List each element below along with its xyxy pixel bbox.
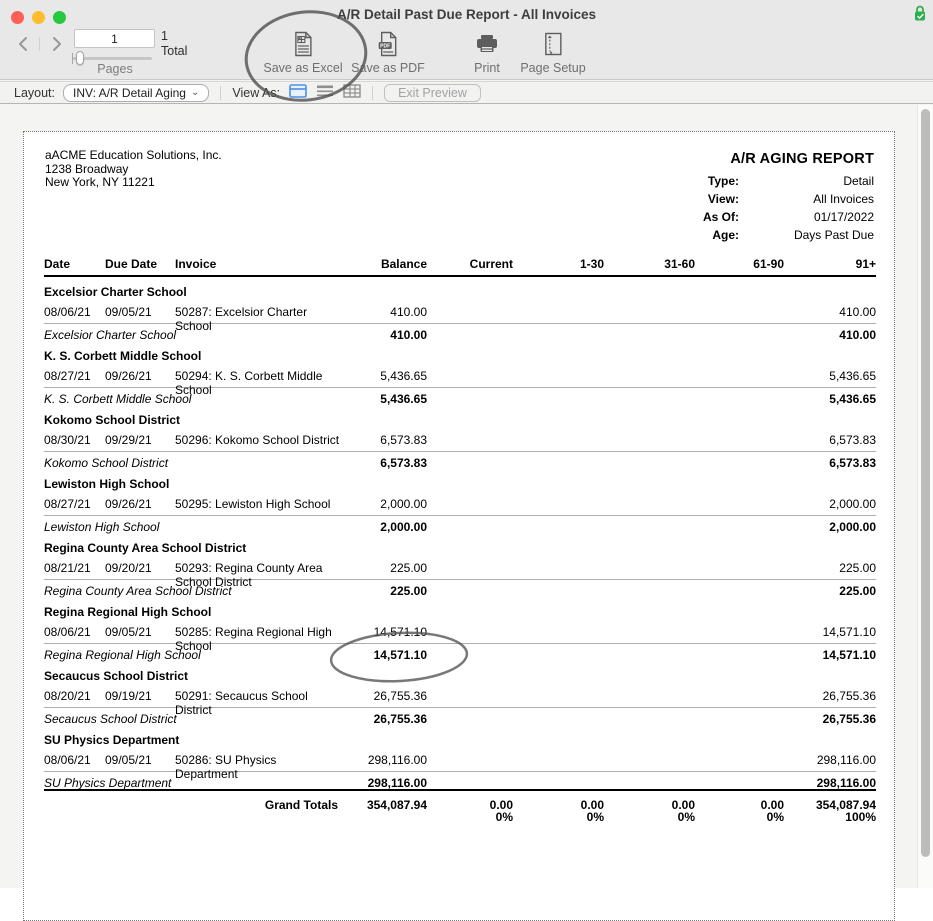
grand-total-current: 0.00 [489,798,513,812]
secure-connection-lock-icon[interactable] [913,4,927,22]
scrollbar-thumb[interactable] [921,109,930,857]
subtotal-name: K. S. Corbett Middle School [44,392,192,406]
subtotal-name: Kokomo School District [44,456,169,470]
divider [372,86,373,100]
meta-label: Type: [707,174,739,188]
column-header-61-90: 61-90 [753,257,784,271]
cell-date: 08/06/21 [44,753,91,767]
grand-total-91-plus: 354,087.94 [815,798,876,812]
meta-value: Detail [843,174,874,188]
subtotal-row [44,452,876,469]
grand-total-61-90-pct: 0% [766,810,784,824]
cell-date: 08/27/21 [44,369,91,383]
company-name: aACME Education Solutions, Inc. [45,148,222,162]
layout-selector-value: INV: A/R Detail Aging [73,85,186,100]
layout-label: Layout: [14,85,56,100]
subtotal-balance: 298,116.00 [367,776,427,790]
list-view-button[interactable] [316,84,334,101]
subtotal-91-plus: 26,755.36 [822,712,876,726]
subtotal-91-plus: 225.00 [839,584,876,598]
cell-invoice: 50285: Regina Regional High School [175,625,332,653]
cell-due-date: 09/26/21 [105,369,152,383]
save-as-pdf-label: Save as PDF [351,61,425,75]
table-header-row [44,257,876,277]
cell-date: 08/21/21 [44,561,91,575]
cell-91-plus: 298,116.00 [816,753,876,767]
cell-balance: 26,755.36 [373,689,427,703]
cell-balance: 410.00 [390,305,427,319]
cell-invoice: 50294: K. S. Corbett Middle School [175,369,323,397]
grand-total-31-60-pct: 0% [677,810,695,824]
slider-track[interactable] [72,57,152,60]
column-header-1-30: 1-30 [579,257,604,271]
customer-section [44,413,876,469]
cell-due-date: 09/05/21 [105,625,152,639]
total-pages-count: 1 [161,29,168,43]
save-as-excel-label: Save as Excel [263,61,343,75]
subtotal-balance: 6,573.83 [380,456,427,470]
grand-total-current-pct: 0% [495,810,513,824]
table-view-icon [343,84,361,98]
section-header: Excelsior Charter School [44,285,187,299]
cell-invoice: 50287: Excelsior Charter School [175,305,308,333]
cell-date: 08/27/21 [44,497,91,511]
subtotal-balance: 26,755.36 [373,712,427,726]
cell-91-plus: 5,436.65 [829,369,876,383]
cell-balance: 225.00 [390,561,427,575]
cell-balance: 6,573.83 [380,433,427,447]
invoice-row [44,305,876,333]
subtotal-name: Regina County Area School District [44,584,232,598]
page-setup-button[interactable] [520,31,585,75]
subtotal-name: Lewiston High School [44,520,160,534]
subtotal-name: Regina Regional High School [44,648,201,662]
excel-document-icon [292,31,314,57]
previous-page-button[interactable] [13,34,35,56]
meta-label: View: [707,192,739,206]
report-header [554,151,874,246]
cell-balance: 2,000.00 [380,497,427,511]
section-header: K. S. Corbett Middle School [44,349,202,363]
table-body [44,285,876,789]
invoice-row [44,625,876,653]
subtotal-balance: 2,000.00 [380,520,427,534]
customer-section [44,349,876,405]
subtotal-91-plus: 410.00 [839,328,876,342]
column-header-balance: Balance [380,257,427,271]
grand-totals-row [44,791,876,812]
page-setup-icon [542,31,564,57]
printer-icon [474,31,500,57]
customer-section [44,477,876,533]
meta-value: 01/17/2022 [813,210,874,224]
cell-91-plus: 14,571.10 [822,625,876,639]
nav-divider [39,37,40,51]
subtotal-balance: 14,571.10 [373,648,427,662]
exit-preview-button[interactable]: Exit Preview [384,84,481,102]
grand-totals [44,789,876,824]
invoice-row [44,369,876,397]
cell-invoice: 50295: Lewiston High School [175,497,331,511]
form-view-icon [289,84,307,98]
grand-total-1-30: 0.00 [580,798,604,812]
section-header: Regina County Area School District [44,541,247,555]
chevron-down-icon: ⌄ [190,86,200,98]
column-header-current: Current [469,257,513,271]
divider [220,86,221,100]
section-header: Kokomo School District [44,413,181,427]
list-view-icon [316,84,334,98]
subtotal-91-plus: 2,000.00 [829,520,876,534]
cell-due-date: 09/26/21 [105,497,152,511]
subtotal-91-plus: 6,573.83 [829,456,876,470]
customer-section [44,285,876,341]
subtotal-balance: 410.00 [390,328,427,342]
invoice-row [44,753,876,781]
customer-section [44,605,876,661]
chevron-right-icon [49,36,63,52]
section-header: Regina Regional High School [44,605,212,619]
meta-value: Days Past Due [793,228,874,242]
cell-91-plus: 2,000.00 [829,497,876,511]
meta-value: All Invoices [813,192,874,206]
window-title: A/R Detail Past Due Report - All Invoices [336,7,597,22]
next-page-button[interactable] [45,34,67,56]
cell-date: 08/06/21 [44,305,91,319]
view-as-label: View As: [232,85,281,100]
company-address2: New York, NY 11221 [45,175,155,189]
customer-section [44,733,876,789]
cell-91-plus: 26,755.36 [822,689,876,703]
customer-section [44,669,876,725]
section-header: Lewiston High School [44,477,170,491]
invoice-row [44,497,876,516]
pdf-document-icon [377,31,399,57]
cell-due-date: 09/05/21 [105,753,152,767]
column-header-due-date: Due Date [105,257,158,271]
subtotal-91-plus: 298,116.00 [816,776,876,790]
cell-due-date: 09/29/21 [105,433,152,447]
aging-table [44,257,876,824]
cell-due-date: 09/19/21 [105,689,152,703]
cell-balance: 14,571.10 [373,625,427,639]
cell-balance: 298,116.00 [367,753,427,767]
grand-total-balance: 354,087.94 [366,798,427,812]
column-header-91-plus: 91+ [855,257,876,271]
company-address1: 1238 Broadway [45,161,129,176]
subtotal-balance: 5,436.65 [380,392,427,406]
grand-total-1-30-pct: 0% [586,810,604,824]
cell-date: 08/30/21 [44,433,91,447]
section-header: Secaucus School District [44,669,189,683]
subtotal-91-plus: 14,571.10 [822,648,876,662]
layout-selector-dropdown[interactable] [63,84,209,102]
cell-invoice: 50291: Secaucus School District [175,689,308,717]
customer-section [44,541,876,597]
section-header: SU Physics Department [44,733,180,747]
invoice-row [44,433,876,452]
chevron-left-icon [17,36,31,52]
company-block [45,149,222,190]
cell-date: 08/06/21 [44,625,91,639]
pages-caption: Pages [97,62,133,76]
cell-balance: 5,436.65 [380,369,427,383]
cell-invoice: 50296: Kokomo School District [175,433,340,447]
grand-total-61-90: 0.00 [760,798,784,812]
grand-total-31-60: 0.00 [671,798,695,812]
grand-total-91-plus-pct: 100% [845,810,876,824]
cell-due-date: 09/20/21 [105,561,152,575]
vertical-scrollbar[interactable] [917,105,933,888]
toolbar [0,0,933,80]
form-view-button[interactable] [289,84,307,101]
meta-label: As Of: [703,210,739,224]
grand-totals-label: Grand Totals [264,798,338,812]
cell-invoice: 50286: SU Physics Department [175,753,277,781]
layout-bar [0,81,933,104]
slider-tick [72,53,73,64]
cell-91-plus: 6,573.83 [829,433,876,447]
report-title: A/R AGING REPORT [730,151,874,167]
page-number-input[interactable] [74,29,155,48]
svg-text:PDF: PDF [379,43,390,50]
print-button[interactable] [474,31,500,75]
column-header-31-60: 31-60 [664,257,695,271]
print-label: Print [474,61,500,75]
cell-91-plus: 225.00 [839,561,876,575]
cell-date: 08/20/21 [44,689,91,703]
cell-due-date: 09/05/21 [105,305,152,319]
subtotal-row [44,516,876,533]
column-header-invoice: Invoice [175,257,217,271]
invoice-row [44,689,876,717]
subtotal-name: Excelsior Charter School [44,328,177,342]
table-view-button[interactable] [343,84,361,101]
save-as-excel-button[interactable] [263,31,342,75]
save-as-pdf-button[interactable] [351,31,425,75]
page-setup-label: Page Setup [520,61,586,75]
meta-label: Age: [712,228,739,242]
content-area [0,105,933,888]
subtotal-name: Secaucus School District [44,712,177,726]
invoice-row [44,561,876,589]
subtotal-balance: 225.00 [390,584,427,598]
cell-invoice: 50293: Regina County Area School District [175,561,323,589]
cell-91-plus: 410.00 [839,305,876,319]
report-page [23,131,895,921]
subtotal-name: SU Physics Department [44,776,172,790]
total-pages-label: Total [161,44,188,58]
column-header-date: Date [44,257,71,271]
subtotal-91-plus: 5,436.65 [829,392,876,406]
